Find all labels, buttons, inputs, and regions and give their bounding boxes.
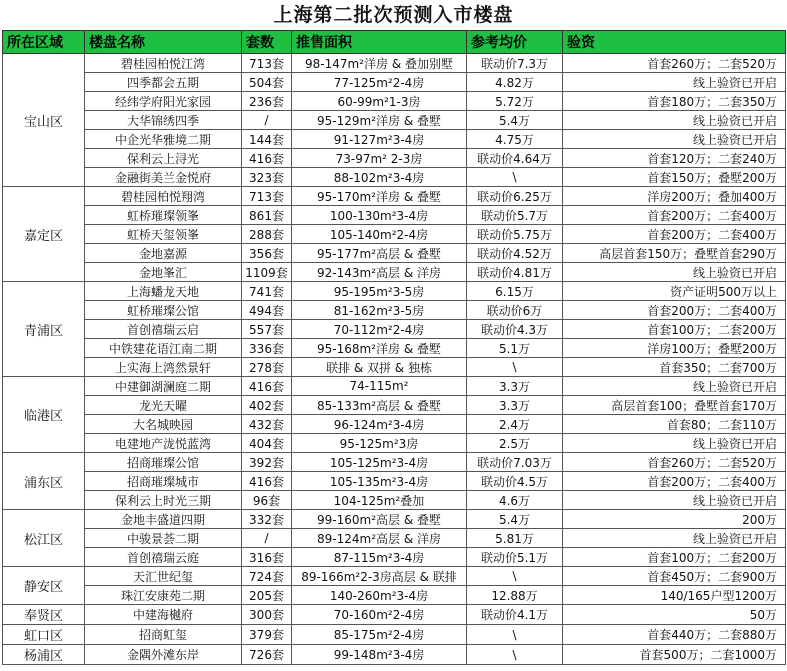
area-cell: 92-143m²高层 & 洋房 — [292, 263, 467, 282]
verification-cell: 线上验资已开启 — [563, 491, 786, 510]
area-cell: 98-147m²洋房 & 叠加别墅 — [292, 54, 467, 73]
verification-cell: 200万 — [563, 510, 786, 529]
area-cell: 100-130m²3-4房 — [292, 206, 467, 225]
table-row — [3, 339, 786, 358]
verification-cell: 高层首套150万；叠墅首套290万 — [563, 244, 786, 263]
area-cell: 99-160m²高层 & 叠墅 — [292, 510, 467, 529]
table-row — [3, 187, 786, 206]
table-row — [3, 168, 786, 187]
units-cell: 494套 — [242, 301, 292, 320]
table-row — [3, 567, 786, 586]
area-cell: 73-97m² 2-3房 — [292, 149, 467, 168]
area-cell: 89-124m²高层 & 洋房 — [292, 529, 467, 548]
verification-cell: 线上验资已开启 — [563, 73, 786, 92]
table-row — [3, 130, 786, 149]
area-cell: 85-133m²高层 & 叠墅 — [292, 396, 467, 415]
header-avg-price: 参考均价 — [467, 31, 563, 54]
table-row — [3, 282, 786, 301]
project-name-cell: 保利云上浔光 — [85, 149, 242, 168]
units-cell: 741套 — [242, 282, 292, 301]
district-cell: 奉贤区 — [3, 605, 85, 625]
project-name-cell: 碧桂园柏悦翔湾 — [85, 187, 242, 206]
project-name-cell: 中骏景荟二期 — [85, 529, 242, 548]
verification-cell: 线上验资已开启 — [563, 529, 786, 548]
avg-price-cell: 联动价4.3万 — [467, 320, 563, 339]
page-title: 上海第二批次预测入市楼盘 — [273, 4, 514, 26]
avg-price-cell: 联动价4.64万 — [467, 149, 563, 168]
units-cell: 432套 — [242, 415, 292, 434]
units-cell: 557套 — [242, 320, 292, 339]
area-cell: 96-124m²3-4房 — [292, 415, 467, 434]
area-cell: 91-127m²3-4房 — [292, 130, 467, 149]
units-cell: 392套 — [242, 453, 292, 472]
area-cell: 105-140m²2-4房 — [292, 225, 467, 244]
table-row — [3, 358, 786, 377]
avg-price-cell: \ — [467, 567, 563, 586]
project-name-cell: 金融街美兰金悦府 — [85, 168, 242, 187]
table-row — [3, 645, 786, 665]
avg-price-cell: 5.4万 — [467, 111, 563, 130]
district-cell: 虹口区 — [3, 625, 85, 645]
area-cell: 联排 & 双拼 & 独栋 — [292, 358, 467, 377]
table-row — [3, 149, 786, 168]
units-cell: 332套 — [242, 510, 292, 529]
project-name-cell: 中建御湖澜庭二期 — [85, 377, 242, 396]
project-name-cell: 中建海樾府 — [85, 605, 242, 625]
verification-cell: 首套120万；二套240万 — [563, 149, 786, 168]
table-row — [3, 491, 786, 510]
table-row — [3, 73, 786, 92]
units-cell: 416套 — [242, 149, 292, 168]
table-row — [3, 586, 786, 605]
project-name-cell: 大华锦绣四季 — [85, 111, 242, 130]
project-name-cell: 金地峯汇 — [85, 263, 242, 282]
district-cell: 青浦区 — [3, 282, 85, 377]
header-project-name: 楼盘名称 — [85, 31, 242, 54]
verification-cell: 线上验资已开启 — [563, 377, 786, 396]
table-row — [3, 244, 786, 263]
units-cell: 336套 — [242, 339, 292, 358]
area-cell: 95-129m²洋房 & 叠墅 — [292, 111, 467, 130]
area-cell: 87-115m²3-4房 — [292, 548, 467, 567]
avg-price-cell: 5.4万 — [467, 510, 563, 529]
avg-price-cell: 联动价5.75万 — [467, 225, 563, 244]
verification-cell: 洋房100万；叠墅200万 — [563, 339, 786, 358]
units-cell: 236套 — [242, 92, 292, 111]
table-row — [3, 605, 786, 625]
verification-cell: 资产证明500万以上 — [563, 282, 786, 301]
project-name-cell: 四季都会五期 — [85, 73, 242, 92]
area-cell: 104-125m²叠加 — [292, 491, 467, 510]
verification-cell: 高层首套100；叠墅首套170万 — [563, 396, 786, 415]
units-cell: 323套 — [242, 168, 292, 187]
table-body — [3, 54, 786, 665]
area-cell: 85-175m²2-4房 — [292, 625, 467, 645]
project-name-cell: 首创禧瑞云庭 — [85, 548, 242, 567]
table-row — [3, 111, 786, 130]
avg-price-cell: 2.5万 — [467, 434, 563, 453]
project-name-cell: 中铁建花语江南二期 — [85, 339, 242, 358]
avg-price-cell: 联动价5.1万 — [467, 548, 563, 567]
area-cell: 95-168m²洋房 & 叠墅 — [292, 339, 467, 358]
verification-cell: 首套350；二套700万 — [563, 358, 786, 377]
units-cell: 96套 — [242, 491, 292, 510]
avg-price-cell: 5.72万 — [467, 92, 563, 111]
units-cell: 861套 — [242, 206, 292, 225]
area-cell: 88-102m²3-4房 — [292, 168, 467, 187]
project-name-cell: 招商璀璨公馆 — [85, 453, 242, 472]
district-cell: 宝山区 — [3, 54, 85, 187]
verification-cell: 首套100万；二套200万 — [563, 320, 786, 339]
district-cell: 松江区 — [3, 510, 85, 567]
header-district: 所在区域 — [3, 31, 85, 54]
project-name-cell: 电建地产泷悦蓝湾 — [85, 434, 242, 453]
units-cell: 713套 — [242, 187, 292, 206]
table-row — [3, 415, 786, 434]
verification-cell: 首套260万；二套520万 — [563, 453, 786, 472]
units-cell: 316套 — [242, 548, 292, 567]
units-cell: / — [242, 529, 292, 548]
verification-cell: 首套150万；叠墅200万 — [563, 168, 786, 187]
avg-price-cell: 2.4万 — [467, 415, 563, 434]
avg-price-cell: 5.1万 — [467, 339, 563, 358]
area-cell: 95-125m²3房 — [292, 434, 467, 453]
district-cell: 临港区 — [3, 377, 85, 453]
project-name-cell: 金隅外滩东岸 — [85, 645, 242, 665]
avg-price-cell: 5.81万 — [467, 529, 563, 548]
units-cell: 1109套 — [242, 263, 292, 282]
area-cell: 60-99m²1-3房 — [292, 92, 467, 111]
project-name-cell: 虹桥璀璨领峯 — [85, 206, 242, 225]
verification-cell: 首套200万；二套400万 — [563, 225, 786, 244]
header-verification: 验资 — [563, 31, 786, 54]
housing-table — [2, 30, 786, 665]
units-cell: 713套 — [242, 54, 292, 73]
avg-price-cell: 12.88万 — [467, 586, 563, 605]
area-cell: 95-170m²洋房 & 叠墅 — [292, 187, 467, 206]
district-cell: 杨浦区 — [3, 645, 85, 665]
units-cell: 288套 — [242, 225, 292, 244]
units-cell: / — [242, 111, 292, 130]
area-cell: 74-115m² — [292, 377, 467, 396]
table-row — [3, 625, 786, 645]
units-cell: 504套 — [242, 73, 292, 92]
project-name-cell: 保利云上时光三期 — [85, 491, 242, 510]
units-cell: 726套 — [242, 645, 292, 665]
avg-price-cell: 4.6万 — [467, 491, 563, 510]
table-row — [3, 263, 786, 282]
table-row — [3, 548, 786, 567]
project-name-cell: 上海蟠龙天地 — [85, 282, 242, 301]
verification-cell: 50万 — [563, 605, 786, 625]
area-cell: 70-112m²2-4房 — [292, 320, 467, 339]
table-row — [3, 453, 786, 472]
area-cell: 95-177m²高层 & 叠墅 — [292, 244, 467, 263]
verification-cell: 首套100万；二套200万 — [563, 548, 786, 567]
avg-price-cell: 4.75万 — [467, 130, 563, 149]
project-name-cell: 天汇世纪玺 — [85, 567, 242, 586]
units-cell: 144套 — [242, 130, 292, 149]
area-cell: 77-125m²2-4房 — [292, 73, 467, 92]
verification-cell: 首套200万；二套400万 — [563, 206, 786, 225]
verification-cell: 首套440万；二套880万 — [563, 625, 786, 645]
verification-cell: 洋房200万；叠加400万 — [563, 187, 786, 206]
verification-cell: 140/165户型1200万 — [563, 586, 786, 605]
table-row — [3, 472, 786, 491]
avg-price-cell: 联动价7.3万 — [467, 54, 563, 73]
table-row — [3, 510, 786, 529]
area-cell: 81-162m²3-5房 — [292, 301, 467, 320]
area-cell: 105-125m²3-4房 — [292, 453, 467, 472]
units-cell: 356套 — [242, 244, 292, 263]
avg-price-cell: 6.15万 — [467, 282, 563, 301]
area-cell: 105-135m²3-4房 — [292, 472, 467, 491]
avg-price-cell: 联动价4.5万 — [467, 472, 563, 491]
area-cell: 70-160m²2-4房 — [292, 605, 467, 625]
units-cell: 416套 — [242, 377, 292, 396]
verification-cell: 首套500万；二套1000万 — [563, 645, 786, 665]
area-cell: 89-166m²2-3房高层 & 联排 — [292, 567, 467, 586]
avg-price-cell: \ — [467, 168, 563, 187]
units-cell: 416套 — [242, 472, 292, 491]
avg-price-cell: 3.3万 — [467, 377, 563, 396]
avg-price-cell: 联动价4.1万 — [467, 605, 563, 625]
table-row — [3, 301, 786, 320]
project-name-cell: 首创禧瑞云启 — [85, 320, 242, 339]
units-cell: 300套 — [242, 605, 292, 625]
units-cell: 404套 — [242, 434, 292, 453]
project-name-cell: 虹桥天玺领峯 — [85, 225, 242, 244]
table-row — [3, 377, 786, 396]
verification-cell: 线上验资已开启 — [563, 434, 786, 453]
project-name-cell: 大名城映园 — [85, 415, 242, 434]
avg-price-cell: 联动价6.25万 — [467, 187, 563, 206]
verification-cell: 线上验资已开启 — [563, 130, 786, 149]
table-row — [3, 225, 786, 244]
header-area: 推售面积 — [292, 31, 467, 54]
district-cell: 静安区 — [3, 567, 85, 605]
table-header-row — [3, 31, 786, 54]
project-name-cell: 碧桂园柏悦江湾 — [85, 54, 242, 73]
verification-cell: 线上验资已开启 — [563, 111, 786, 130]
avg-price-cell: 联动价5.7万 — [467, 206, 563, 225]
avg-price-cell: 4.82万 — [467, 73, 563, 92]
project-name-cell: 龙光天曜 — [85, 396, 242, 415]
verification-cell: 首套80；二套110万 — [563, 415, 786, 434]
table-row — [3, 529, 786, 548]
avg-price-cell: 联动价6万 — [467, 301, 563, 320]
project-name-cell: 珠江安康苑二期 — [85, 586, 242, 605]
district-cell: 浦东区 — [3, 453, 85, 510]
table-row — [3, 92, 786, 111]
verification-cell: 线上验资已开启 — [563, 263, 786, 282]
verification-cell: 首套200万；二套400万 — [563, 301, 786, 320]
header-units: 套数 — [242, 31, 292, 54]
units-cell: 402套 — [242, 396, 292, 415]
project-name-cell: 金地丰盛道四期 — [85, 510, 242, 529]
project-name-cell: 经纬学府阳光家园 — [85, 92, 242, 111]
avg-price-cell: \ — [467, 645, 563, 665]
avg-price-cell: \ — [467, 625, 563, 645]
verification-cell: 首套450万；二套900万 — [563, 567, 786, 586]
table-row — [3, 434, 786, 453]
district-cell: 嘉定区 — [3, 187, 85, 282]
table-row — [3, 54, 786, 73]
units-cell: 205套 — [242, 586, 292, 605]
avg-price-cell: 联动价4.81万 — [467, 263, 563, 282]
avg-price-cell: \ — [467, 358, 563, 377]
units-cell: 379套 — [242, 625, 292, 645]
table-row — [3, 320, 786, 339]
table-row — [3, 396, 786, 415]
verification-cell: 首套260万；二套520万 — [563, 54, 786, 73]
avg-price-cell: 联动价4.52万 — [467, 244, 563, 263]
area-cell: 95-195m²3-5房 — [292, 282, 467, 301]
units-cell: 278套 — [242, 358, 292, 377]
project-name-cell: 虹桥璀璨公馆 — [85, 301, 242, 320]
avg-price-cell: 3.3万 — [467, 396, 563, 415]
verification-cell: 首套200万；二套400万 — [563, 472, 786, 491]
area-cell: 140-260m²3-4房 — [292, 586, 467, 605]
project-name-cell: 招商虹玺 — [85, 625, 242, 645]
project-name-cell: 中企光华雅境二期 — [85, 130, 242, 149]
project-name-cell: 上实海上湾然景轩 — [85, 358, 242, 377]
avg-price-cell: 联动价7.03万 — [467, 453, 563, 472]
verification-cell: 首套180万；二套350万 — [563, 92, 786, 111]
area-cell: 99-148m²3-4房 — [292, 645, 467, 665]
units-cell: 724套 — [242, 567, 292, 586]
project-name-cell: 金地嘉源 — [85, 244, 242, 263]
project-name-cell: 招商璀璨城市 — [85, 472, 242, 491]
table-row — [3, 206, 786, 225]
